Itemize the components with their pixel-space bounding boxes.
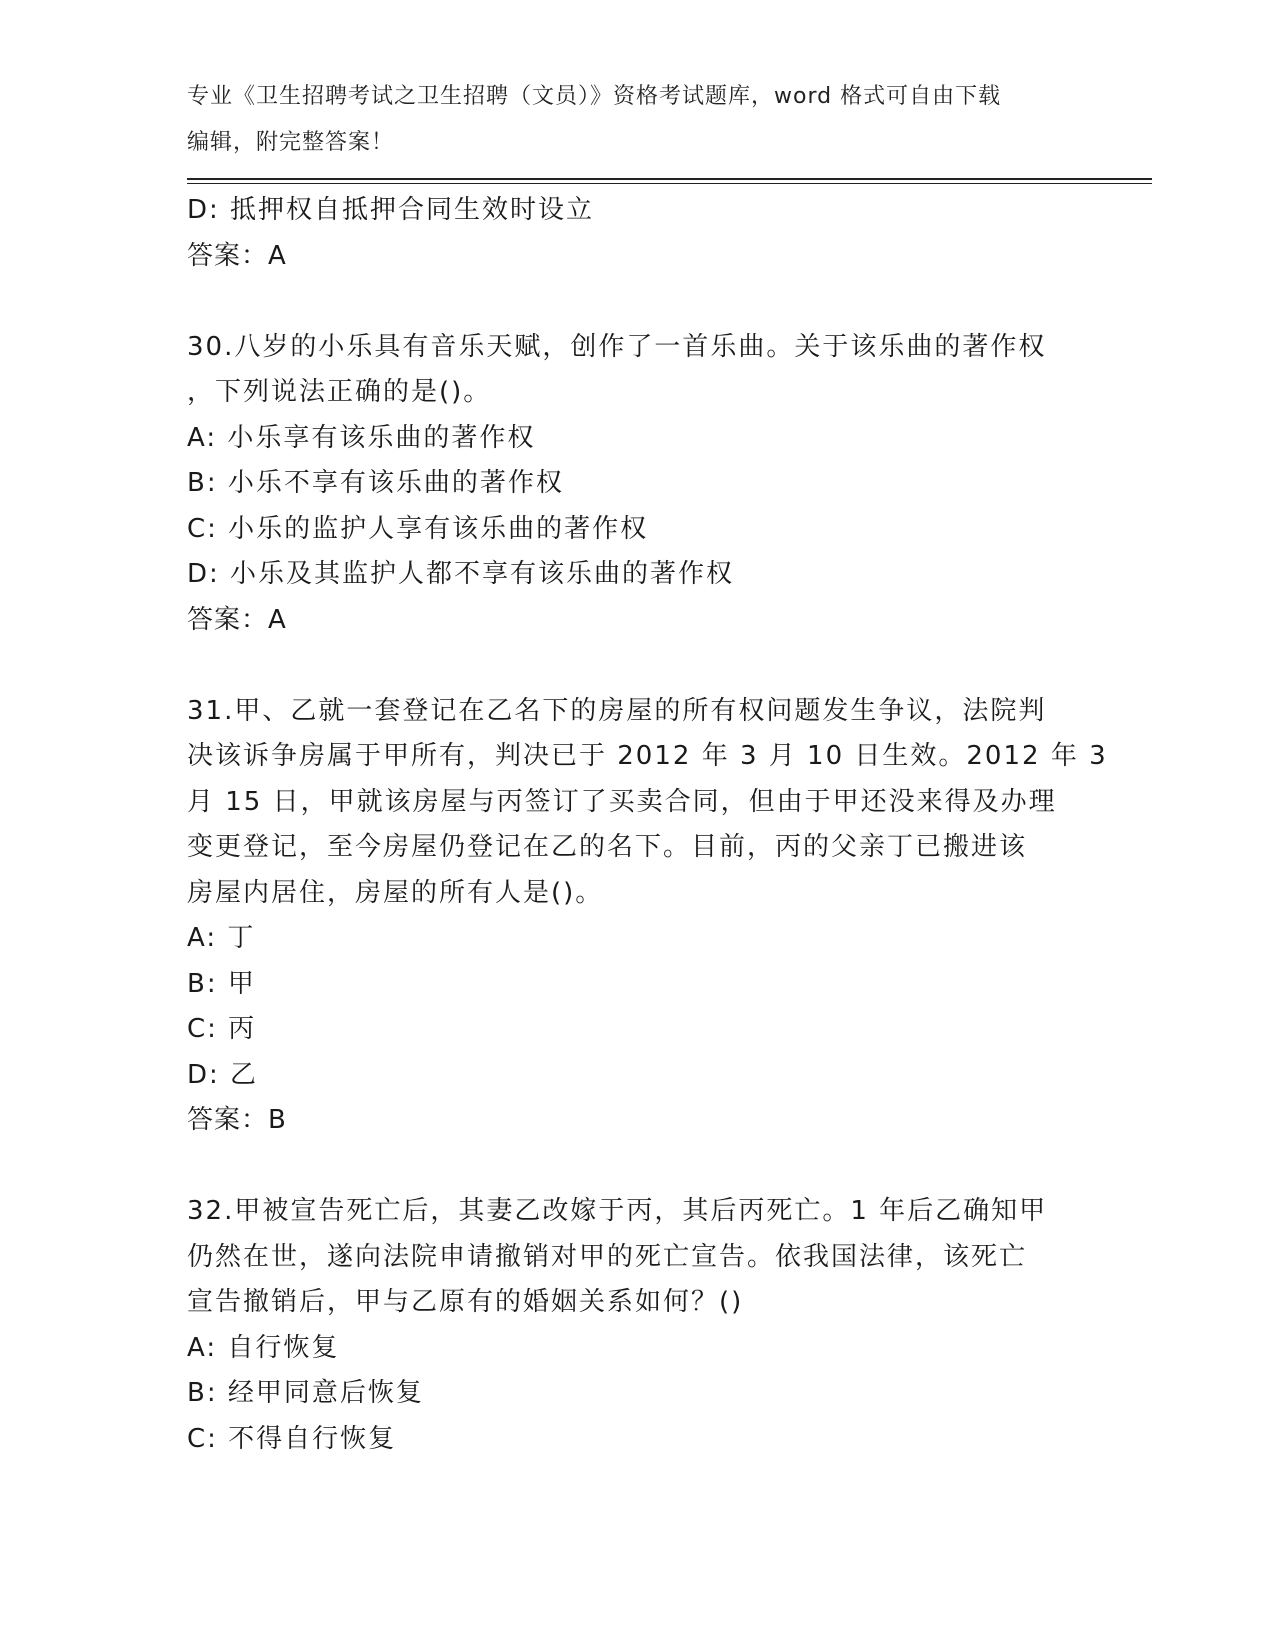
option-c: C: 丙	[187, 1014, 257, 1044]
question-text-line: 31.甲、乙就一套登记在乙名下的房屋的所有权问题发生争议，法院判	[187, 695, 1047, 726]
answer: 答案：A	[187, 240, 287, 271]
question-text-line: 房屋内居住，房屋的所有人是()。	[187, 877, 604, 908]
header-line-2: 编辑，附完整答案！	[187, 129, 395, 155]
option-a: A: 自行恢复	[187, 1332, 340, 1363]
question-text-line: 决该诉争房属于甲所有，判决已于 2012 年 3 月 10 日生效。2012 年 3	[187, 741, 1108, 771]
header-divider-thin	[187, 183, 1152, 184]
option-b: B: 小乐不享有该乐曲的著作权	[187, 468, 564, 498]
answer: 答案：B	[187, 1105, 287, 1135]
option-d: D: 乙	[187, 1059, 259, 1090]
option-a: A: 小乐享有该乐曲的著作权	[187, 422, 536, 453]
question-text-line: 月 15 日，甲就该房屋与丙签订了买卖合同，但由于甲还没来得及办理	[187, 786, 1057, 817]
question-text-line: 32.甲被宣告死亡后，其妻乙改嫁于丙，其后丙死亡。1 年后乙确知甲	[187, 1196, 1048, 1226]
question-30	[187, 325, 1087, 644]
spacer	[187, 279, 1087, 325]
document-header	[187, 74, 1067, 165]
header-divider-thick	[187, 178, 1152, 180]
option-d: D: 小乐及其监护人都不享有该乐曲的著作权	[187, 559, 735, 589]
header-line-1: 专业《卫生招聘考试之卫生招聘（文员）》资格考试题库，word 格式可自由下载	[187, 84, 1002, 109]
question-text-line: ，下列说法正确的是()。	[187, 377, 492, 407]
question-31	[187, 689, 1108, 1144]
option-b: B: 经甲同意后恢复	[187, 1378, 424, 1408]
option-a: A: 丁	[187, 923, 256, 953]
question-text-line: 宣告撤销后，甲与乙原有的婚姻关系如何？()	[187, 1287, 744, 1317]
option-d: D: 抵押权自抵押合同生效时设立	[187, 195, 595, 225]
question-text-line: 仍然在世，遂向法院申请撤销对甲的死亡宣告。依我国法律，该死亡	[187, 1241, 1028, 1272]
option-c: C: 不得自行恢复	[187, 1423, 397, 1454]
question-text-line: 变更登记，至今房屋仍登记在乙的名下。目前，丙的父亲丁已搬进该	[187, 832, 1028, 862]
question-32	[187, 1189, 1087, 1462]
option-c: C: 小乐的监护人享有该乐曲的著作权	[187, 513, 649, 544]
spacer	[187, 643, 1087, 689]
document-body	[187, 188, 1108, 1462]
option-b: B: 甲	[187, 968, 256, 999]
spacer	[187, 1144, 1087, 1190]
question-text-line: 30.八岁的小乐具有音乐天赋，创作了一首乐曲。关于该乐曲的著作权	[187, 331, 1047, 362]
answer: 答案：A	[187, 604, 287, 635]
